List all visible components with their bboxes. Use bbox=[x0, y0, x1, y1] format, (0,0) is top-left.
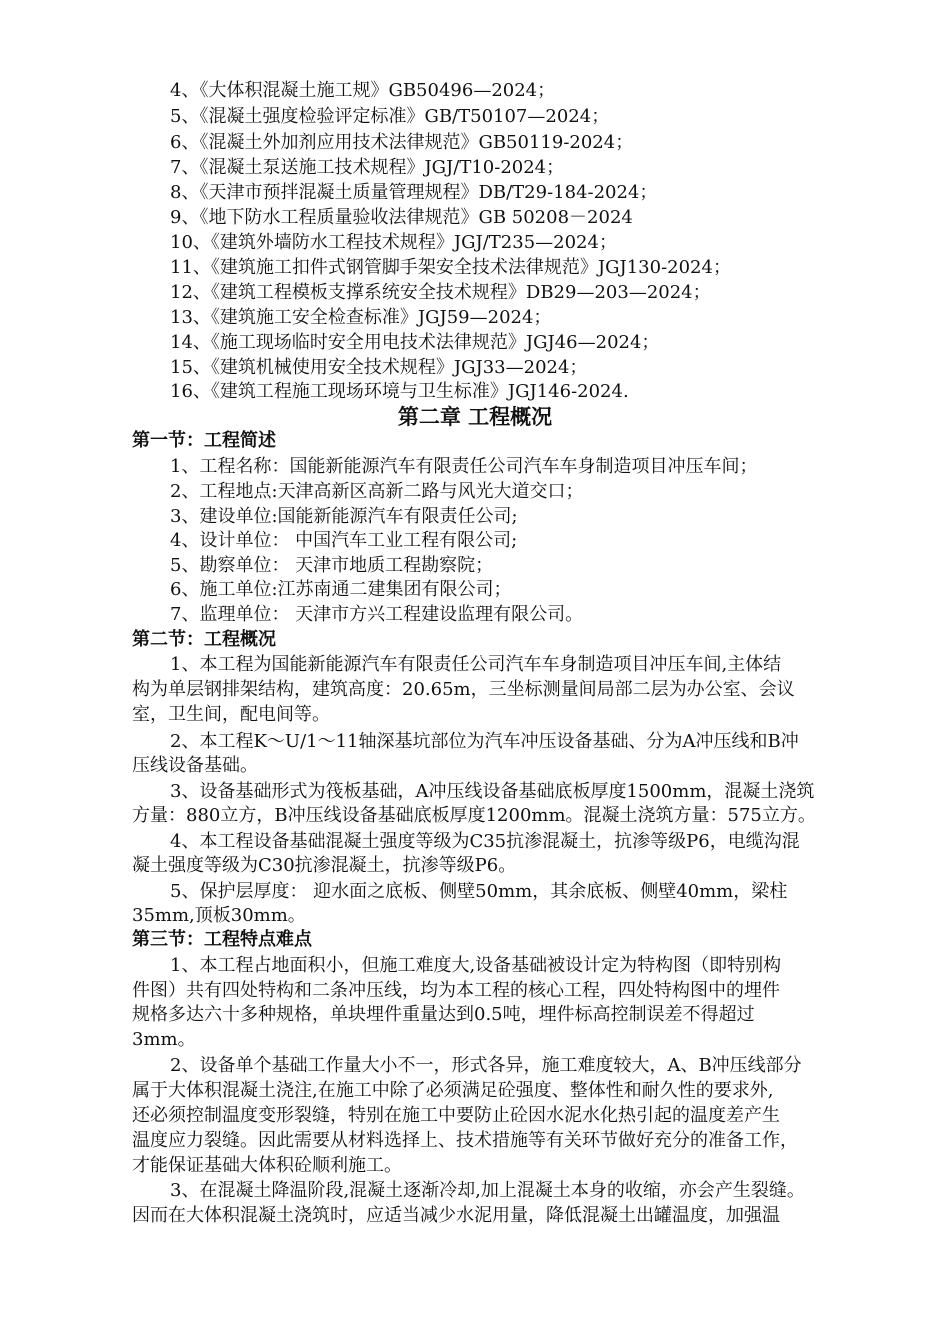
paragraph-line: 5、保护层厚度： 迎水面之底板、侧壁50mm，其余底板、侧壁40mm，梁柱 bbox=[170, 881, 788, 902]
paragraph-line: 温度应力裂缝。因此需要从材料选择上、技术措施等有关环节做好充分的准备工作， bbox=[132, 1130, 798, 1151]
list-item: 3、建设单位:国能新能源汽车有限责任公司; bbox=[170, 506, 518, 527]
paragraph-line: 还必须控制温度变形裂缝，特别在施工中要防止砼因水泥水化热引起的温度差产生 bbox=[132, 1105, 780, 1126]
standard-item: 9、《地下防水工程质量验收法律规范》GB 50208－2024 bbox=[170, 207, 633, 228]
list-item: 6、施工单位:江苏南通二建集团有限公司； bbox=[170, 579, 512, 600]
standard-item: 11、《建筑施工扣件式钢管脚手架安全技术法律规范》JGJ130-2024； bbox=[170, 257, 731, 278]
standard-item: 13、《建筑施工安全检查标准》JGJ59—2024； bbox=[170, 307, 552, 328]
standard-item: 7、《混凝土泵送施工技术规程》JGJ/T10-2024； bbox=[170, 157, 565, 178]
standard-item: 6、《混凝土外加剂应用技术法律规范》GB50119-2024； bbox=[170, 132, 634, 153]
standard-item: 12、《建筑工程模板支撑系统安全技术规程》DB29—203—2024； bbox=[170, 282, 711, 303]
paragraph-line: 4、本工程设备基础混凝土强度等级为C35抗渗混凝土，抗渗等级P6，电缆沟混 bbox=[170, 831, 800, 852]
paragraph-line: 件图）共有四处特构和二条冲压线，均为本工程的核心工程，四处特构图中的埋件 bbox=[132, 980, 780, 1001]
paragraph-line: 方量：880立方，B冲压线设备基础底板厚度1200mm。混凝土浇筑方量：575立方。 bbox=[132, 805, 816, 826]
paragraph-line: 2、本工程K～U/1～11轴深基坑部位为汽车冲压设备基础、分为A冲压线和B冲 bbox=[170, 731, 799, 752]
paragraph-line: 因而在大体积混凝土浇筑时，应适当减少水泥用量，降低混凝土出罐温度，加强温 bbox=[132, 1205, 780, 1226]
paragraph-line: 1、本工程为国能新能源汽车有限责任公司汽车车身制造项目冲压车间,主体结 bbox=[170, 654, 782, 675]
list-item: 2、工程地点:天津高新区高新二路与风光大道交口； bbox=[170, 481, 584, 502]
chapter-title: 第二章 工程概况 bbox=[397, 405, 553, 429]
paragraph-line: 室，卫生间，配电间等。 bbox=[132, 704, 330, 725]
standard-item: 8、《天津市预拌混凝土质量管理规程》DB/T29-184-2024； bbox=[170, 182, 658, 203]
paragraph-line: 3、设备基础形式为筏板基础，A冲压线设备基础底板厚度1500mm，混凝土浇筑 bbox=[170, 781, 815, 802]
standard-item: 14、《施工现场临时安全用电技术法律规范》JGJ46—2024； bbox=[170, 332, 660, 353]
section-title: 第一节：工程简述 bbox=[132, 430, 276, 451]
list-item: 5、勘察单位： 天津市地质工程勘察院； bbox=[170, 555, 494, 576]
list-item: 1、工程名称：国能新能源汽车有限责任公司汽车车身制造项目冲压车间； bbox=[170, 456, 758, 477]
paragraph-line: 压线设备基础。 bbox=[132, 755, 258, 776]
paragraph-line: 1、本工程占地面积小，但施工难度大,设备基础被设计定为特构图（即特别构 bbox=[170, 955, 782, 976]
list-item: 4、设计单位： 中国汽车工业工程有限公司; bbox=[170, 530, 518, 551]
standard-item: 10、《建筑外墙防水工程技术规程》JGJ/T235—2024； bbox=[170, 232, 617, 253]
section-title: 第三节：工程特点难点 bbox=[132, 929, 312, 950]
paragraph-line: 才能保证基础大体积砼顺利施工。 bbox=[132, 1155, 402, 1176]
section-title: 第二节：工程概况 bbox=[132, 629, 276, 650]
paragraph-line: 35mm,顶板30mm。 bbox=[132, 905, 306, 926]
standard-item: 4、《大体积混凝土施工规》GB50496—2024； bbox=[170, 80, 556, 101]
paragraph-line: 规格多达六十多种规格，单块埋件重量达到0.5吨，埋件标高控制误差不得超过 bbox=[132, 1004, 755, 1025]
list-item: 7、监理单位： 天津市方兴工程建设监理有限公司。 bbox=[170, 604, 584, 625]
paragraph-line: 凝土强度等级为C30抗渗混凝土，抗渗等级P6。 bbox=[132, 855, 517, 876]
paragraph-line: 构为单层钢排架结构，建筑高度：20.65m，三坐标测量间局部二层为办公室、会议 bbox=[132, 679, 795, 700]
paragraph-line: 2、设备单个基础工作量大小不一，形式各异，施工难度较大，A、B冲压线部分 bbox=[170, 1055, 802, 1076]
paragraph-line: 属于大体积混凝土浇注,在施工中除了必须满足砼强度、整体性和耐久性的要求外, bbox=[132, 1080, 774, 1101]
standard-item: 5、《混凝土强度检验评定标准》GB/T50107—2024； bbox=[170, 106, 610, 127]
paragraph-line: 3、在混凝土降温阶段,混凝土逐渐冷却,加上混凝土本身的收缩，亦会产生裂缝。 bbox=[170, 1180, 805, 1201]
standard-item: 15、《建筑机械使用安全技术规程》JGJ33—2024； bbox=[170, 357, 588, 378]
paragraph-line: 3mm。 bbox=[132, 1029, 196, 1050]
standard-item: 16、《建筑工程施工现场环境与卫生标准》JGJ146-2024. bbox=[170, 381, 629, 402]
